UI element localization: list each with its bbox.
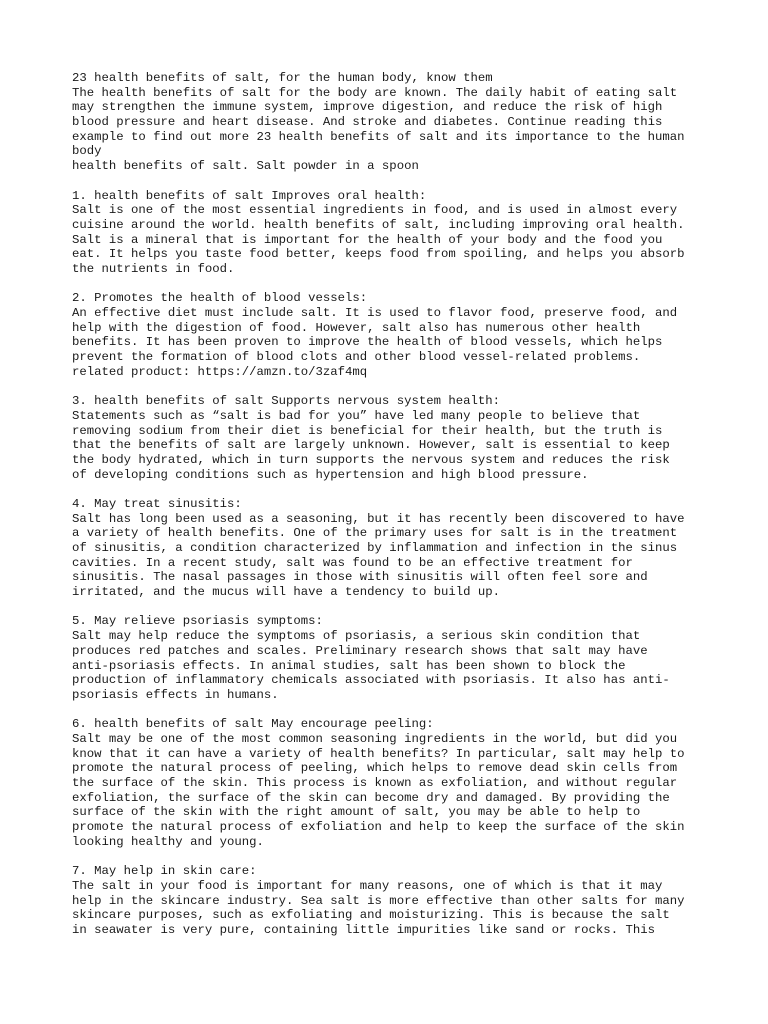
section-heading: 7. May help in skin care: — [72, 864, 257, 879]
section-nervous-system — [72, 394, 712, 482]
section-heading: 2. Promotes the health of blood vessels: — [72, 291, 368, 306]
section-skin-care — [72, 864, 712, 937]
intro-line: blood pressure and heart disease. And stroke and diabetes. Continue reading this — [72, 115, 663, 130]
paragraph-line: looking healthy and young. — [72, 834, 264, 849]
paragraph-line: of sinusitis, a condition characterized by inflammation and infection in the sinus — [72, 541, 678, 555]
image-caption: health benefits of salt. Salt powder in a spoon — [72, 159, 419, 174]
section-blood-vessels — [72, 291, 712, 379]
paragraph-line: in seawater is very pure, containing little impurities like sand or rocks. This — [72, 922, 655, 937]
section-heading: 1. health benefits of salt Improves oral health: — [72, 188, 427, 203]
paragraph-line: of developing conditions such as hypertension and high blood pressure. — [72, 467, 589, 482]
section-peeling — [72, 717, 712, 849]
paragraph-line: the surface of the skin. This process is known as exfoliation, and without regular — [72, 776, 678, 790]
paragraph-line: Salt has long been used as a seasoning, but it has recently been discovered to have — [72, 511, 685, 526]
paragraph-line: An effective diet must include salt. It is used to flavor food, preserve food, and — [72, 306, 678, 320]
paragraph-line: sinusitis. The nasal passages in those with sinusitis will often feel sore and — [72, 570, 648, 585]
paragraph-line: The salt in your food is important for many reasons, one of which is that it may — [72, 878, 663, 893]
paragraph-line: produces red patches and scales. Preliminary research shows that salt may have — [72, 643, 648, 658]
intro-line: body — [72, 144, 102, 159]
paragraph-line: anti-psoriasis effects. In animal studies, salt has been shown to block the — [72, 658, 626, 673]
paragraph-line: promote the natural process of peeling, which helps to remove dead skin cells from — [72, 761, 678, 776]
paragraph-line: surface of the skin with the right amount of salt, you may be able to help to — [72, 805, 641, 820]
paragraph-line: help with the digestion of food. However, salt also has numerous other health — [72, 320, 641, 335]
paragraph-line: eat. It helps you taste food better, keeps food from spoiling, and helps you absorb — [72, 247, 685, 262]
section-oral-health — [72, 189, 712, 277]
paragraph-line: skincare purposes, such as exfoliating and moisturizing. This is because the salt — [72, 908, 670, 923]
paragraph-line: the body hydrated, which in turn supports the nervous system and reduces the risk — [72, 452, 670, 467]
paragraph-line: prevent the formation of blood clots and other blood vessel-related problems. — [72, 350, 641, 365]
section-heading: 6. health benefits of salt May encourage peeling: — [72, 717, 434, 732]
section-psoriasis — [72, 614, 712, 702]
section-heading: 4. May treat sinusitis: — [72, 496, 242, 511]
paragraph-line: Salt may be one of the most common seasoning ingredients in the world, but did you — [72, 731, 678, 746]
paragraph-line: cavities. In a recent study, salt was found to be an effective treatment for — [72, 555, 633, 570]
intro-line: may strengthen the immune system, improve digestion, and reduce the risk of high — [72, 100, 663, 115]
paragraph-line: the nutrients in food. — [72, 261, 235, 276]
intro-line: example to find out more 23 health benefits of salt and its importance to the human — [72, 129, 685, 144]
paragraph-line: help in the skincare industry. Sea salt is more effective than other salts for many — [72, 893, 685, 908]
paragraph-line: promote the natural process of exfoliation and help to keep the surface of the skin — [72, 820, 685, 835]
paragraph-line: that the benefits of salt are largely unknown. However, salt is essential to keep — [72, 438, 670, 453]
related-product-link: related product: https://amzn.to/3zaf4mq — [72, 364, 368, 379]
paragraph-line: exfoliation, the surface of the skin can become dry and damaged. By providing the — [72, 790, 670, 805]
section-heading: 5. May relieve psoriasis symptoms: — [72, 614, 323, 629]
paragraph-line: Statements such as “salt is bad for you” have led many people to believe that — [72, 408, 641, 423]
paragraph-line: psoriasis effects in humans. — [72, 687, 279, 702]
paragraph-line: Salt is one of the most essential ingredients in food, and is used in almost every — [72, 203, 678, 218]
intro-block — [72, 71, 712, 174]
paragraph-line: production of inflammatory chemicals associated with psoriasis. It also has anti- — [72, 673, 670, 688]
paragraph-line: Salt is a mineral that is important for the health of your body and the food you — [72, 232, 663, 247]
paragraph-line: irritated, and the mucus will have a tendency to build up. — [72, 585, 501, 600]
document-title: 23 health benefits of salt, for the human body, know them — [72, 71, 493, 85]
paragraph-line: cuisine around the world. health benefits of salt, including improving oral health. — [72, 217, 685, 232]
paragraph-line: removing sodium from their diet is beneficial for their health, but the truth is — [72, 423, 663, 438]
section-heading: 3. health benefits of salt Supports nervous system health: — [72, 394, 501, 409]
section-sinusitis — [72, 497, 712, 600]
paragraph-line: know that it can have a variety of health benefits? In particular, salt may help to — [72, 746, 685, 761]
paragraph-line: benefits. It has been proven to improve the health of blood vessels, which helps — [72, 335, 663, 350]
intro-line: The health benefits of salt for the body are known. The daily habit of eating salt — [72, 85, 678, 100]
paragraph-line: Salt may help reduce the symptoms of psoriasis, a serious skin condition that — [72, 629, 641, 644]
paragraph-line: a variety of health benefits. One of the primary uses for salt is in the treatment — [72, 526, 678, 541]
document-page — [72, 71, 712, 938]
